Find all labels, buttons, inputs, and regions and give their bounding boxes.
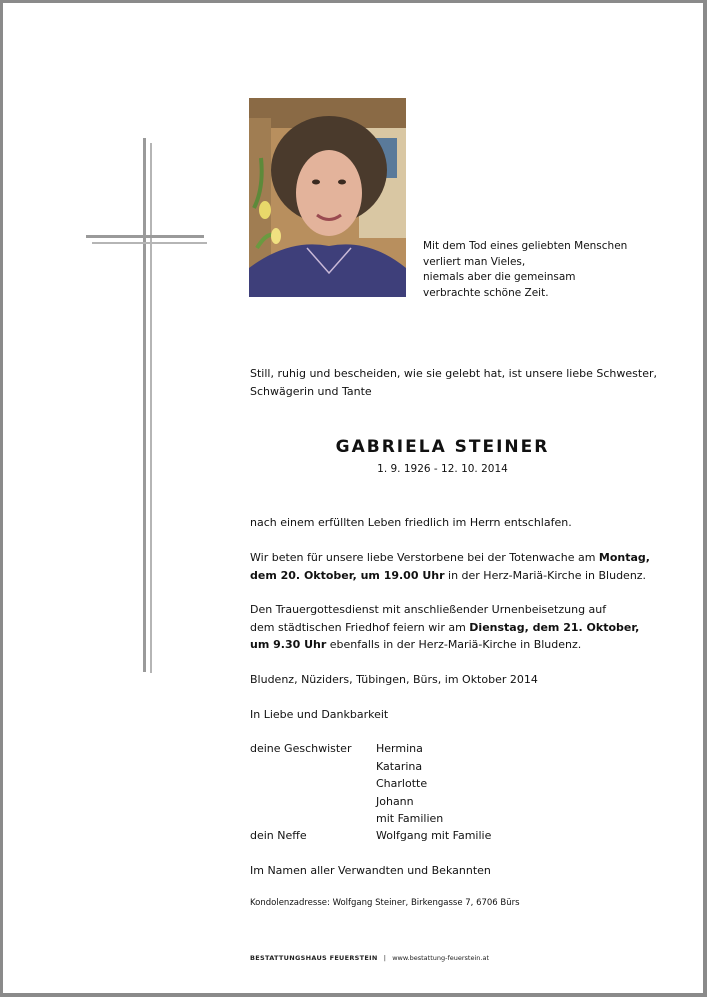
service-location: ebenfalls in der Herz-Mariä-Kirche in Bludenz.	[326, 638, 582, 651]
nephew-name: Wolfgang mit Familie	[376, 829, 492, 842]
quote-line: verbrachte schöne Zeit.	[423, 286, 549, 299]
service-date: Dienstag, dem 21. Oktober,	[469, 620, 640, 634]
passed-text: nach einem erfüllten Leben friedlich im Herrn entschlafen.	[250, 516, 572, 529]
quote-line: niemals aber die gemeinsam	[423, 271, 576, 283]
life-dates: 1. 9. 1926 - 12. 10. 2014	[377, 463, 508, 475]
intro-text	[250, 365, 657, 400]
funeral-home-url[interactable]: www.bestattung-feuerstein.at	[392, 954, 490, 962]
sibling-name: Charlotte	[376, 777, 428, 790]
funeral-home-name: BESTATTUNGSHAUS FEUERSTEIN	[250, 954, 378, 962]
deceased-name: GABRIELA STEINER	[335, 437, 550, 457]
intro-line-2: Schwägerin und Tante	[250, 384, 372, 398]
cross-vertical-bar	[143, 138, 146, 672]
service-line-2: dem städtischen Friedhof feiern wir am	[250, 620, 470, 634]
vigil-paragraph	[250, 549, 650, 584]
vigil-text-start: Wir beten für unsere liebe Verstorbene bei der Totenwache am	[250, 551, 599, 564]
gratitude-text: In Liebe und Dankbarkeit	[250, 708, 389, 721]
footer	[250, 954, 489, 962]
quote-line: verliert man Vieles,	[423, 255, 526, 268]
sibling-name: Hermina	[376, 742, 423, 755]
closing-text: Im Namen aller Verwandten und Bekannten	[250, 864, 491, 877]
sibling-name: Katarina	[376, 759, 423, 773]
memorial-quote	[423, 239, 663, 301]
sibling-family: mit Familien	[376, 812, 444, 825]
vigil-date-time: dem 20. Oktober, um 19.00 Uhr	[250, 568, 445, 582]
quote-line: Mit dem Tod eines geliebten Menschen	[423, 240, 628, 252]
sibling-name: Johann	[376, 794, 414, 808]
siblings-list	[376, 740, 443, 828]
vigil-day: Montag,	[598, 551, 650, 564]
place-date: Bludenz, Nüziders, Tübingen, Bürs, im Oktober 2014	[250, 673, 538, 686]
portrait-photo	[249, 98, 406, 297]
cross-horizontal-shadow	[92, 242, 207, 244]
siblings-label: deine Geschwister	[250, 742, 352, 755]
condolence-address: Kondolenzadresse: Wolfgang Steiner, Birkengasse 7, 6706 Bürs	[250, 898, 520, 908]
nephew-label: dein Neffe	[250, 829, 307, 842]
intro-line-1: Still, ruhig und bescheiden, wie sie gelebt hat, ist unsere liebe Schwester,	[250, 367, 657, 380]
footer-separator: |	[383, 954, 386, 962]
cross-vertical-shadow	[150, 143, 152, 673]
cross-horizontal-bar	[86, 235, 204, 238]
service-line-1: Den Trauergottesdienst mit anschließender Urnenbeisetzung auf	[250, 603, 607, 616]
service-paragraph	[250, 601, 639, 654]
vigil-location: in der Herz-Mariä-Kirche in Bludenz.	[444, 568, 647, 582]
service-time: um 9.30 Uhr	[250, 638, 327, 651]
